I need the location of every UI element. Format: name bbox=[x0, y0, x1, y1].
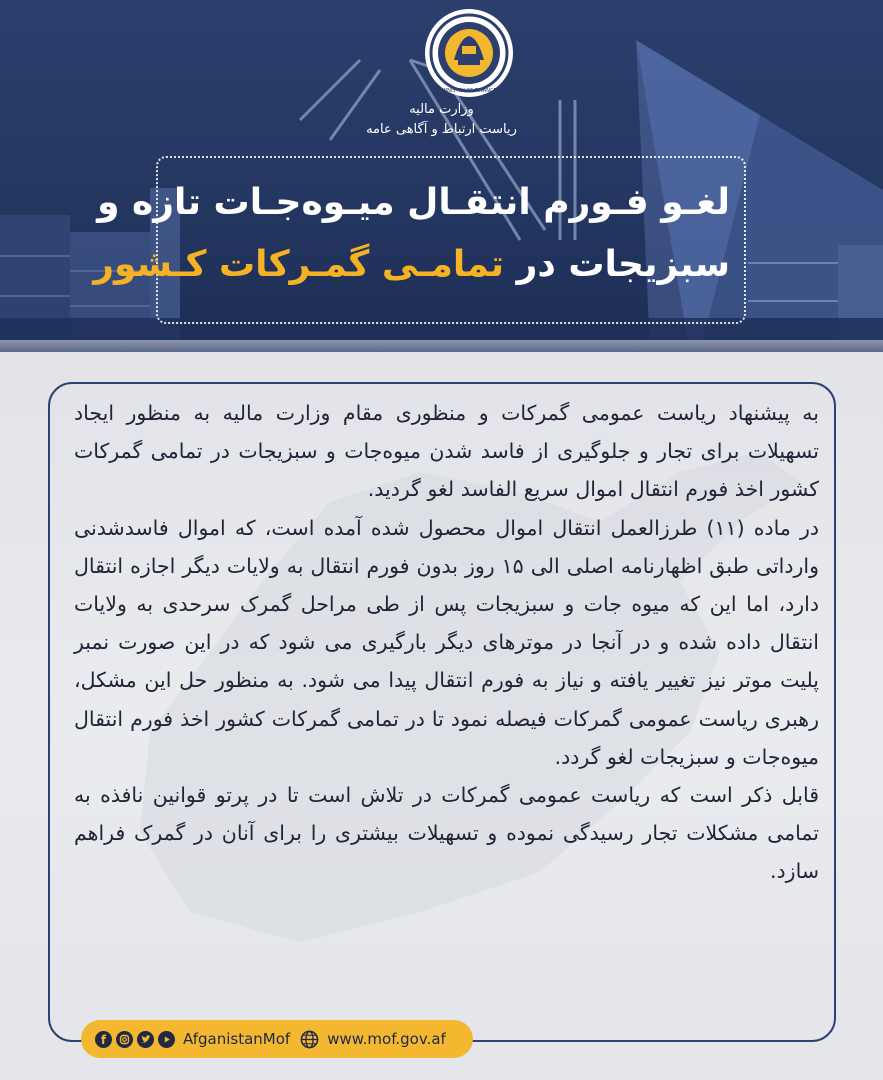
social-handle[interactable]: AfganistanMof bbox=[183, 1030, 291, 1048]
paragraph-1: به پیشنهاد ریاست عمومی گمرکات و منظوری مقام وزارت مالیه به منظور ایجاد تسهیلات برای تجار و جلوگیری از فاسد شدن میوه‌جات و سبزیجات در تمامی گمرکات کشور اخذ فورم انتقال اموال سریع الفاسد لغو گردید. bbox=[74, 401, 819, 502]
title-line-2 bbox=[93, 244, 730, 285]
globe-icon bbox=[300, 1030, 319, 1049]
paragraph-3: قابل ذکر است که ریاست عمومی گمرکات در تلاش است تا در پرتو قوانین نافذه به تمامی مشکلات تجار رسیدگی نموده و تسهیلات بیشتری را برای آنان در گمرک فراهم سازد. bbox=[74, 783, 819, 884]
banner-divider bbox=[0, 340, 883, 352]
ministry-name: وزارت مالیه bbox=[409, 102, 474, 117]
department-name: ریاست ارتباط و آگاهی عامه bbox=[366, 122, 517, 137]
news-content bbox=[74, 394, 819, 1014]
title-box bbox=[93, 156, 746, 324]
paragraph-2: در ماده (۱۱) طرزالعمل انتقال اموال محصول شده آمده است، که اموال فاسدشدنی وارداتی طبق اظهارنامه اصلی الی ۱۵ روز بدون فورم انتقال به ولایات دیگر اجازه انتقال دارد، اما این که میوه جات و سبزیجات پس از طی مراحل گمرک سرحدی به ولایات انتقال داده شده و در آنجا در موترهای دیگر بارگیری می شود که در این صورت نمبر پلیت موتر نیز تغییر یافته و نیاز به فورم انتقال پیدا می شود. به منظور حل این مشکل، رهبری ریاست عمومی گمرکات فیصله نمود تا در تمامی گمرکات کشور اخذ فورم انتقال میوه‌جات و سبزیجات لغو گردد. bbox=[74, 515, 820, 769]
title-line-1: لغـو فـورم انتقـال میـوه‌جـات تازه و bbox=[97, 182, 730, 223]
twitter-icon[interactable] bbox=[137, 1031, 154, 1048]
header-banner bbox=[0, 0, 883, 352]
ministry-of-finance-logo bbox=[424, 8, 514, 98]
social-icons bbox=[95, 1031, 175, 1048]
title-line-2-yellow: تمامـی گمـرکات کـشور bbox=[93, 244, 505, 285]
svg-text:f: f bbox=[100, 1032, 107, 1047]
facebook-icon[interactable] bbox=[95, 1031, 112, 1048]
footer-contact-bar bbox=[81, 1020, 473, 1058]
website-link[interactable]: www.mof.gov.af bbox=[327, 1030, 446, 1048]
title-line-2-white: سبزیجات در bbox=[504, 244, 730, 285]
ministry-block bbox=[0, 100, 883, 140]
instagram-icon[interactable] bbox=[116, 1031, 133, 1048]
youtube-icon[interactable] bbox=[158, 1031, 175, 1048]
logo-caption: MINISTRY OF FINANCE bbox=[441, 88, 497, 94]
